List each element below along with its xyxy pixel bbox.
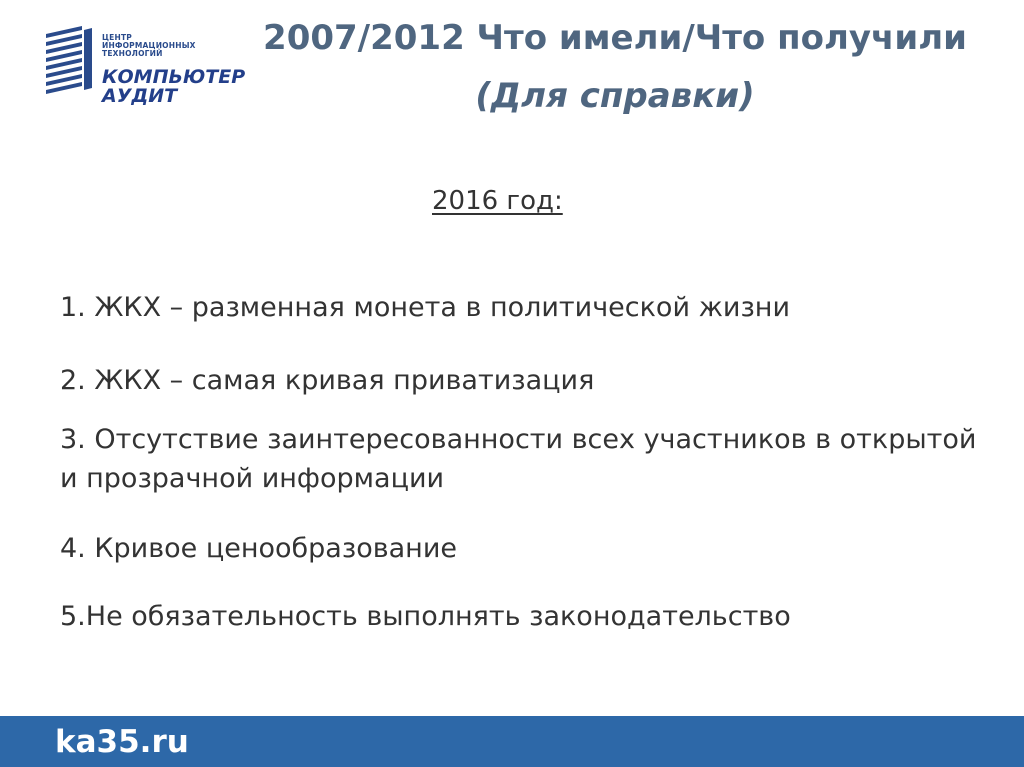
list-item: 5.Не обязательность выполнять законодательство (60, 601, 791, 632)
logo-brand-line: КОМПЬЮТЕР (102, 66, 246, 88)
slide-title-note: (Для справки) (475, 76, 755, 116)
list-item: 4. Кривое ценообразование (60, 533, 457, 564)
list-item: 3. Отсутствие заинтересованности всех участников в открытой и прозрачной информации (60, 424, 977, 494)
year-heading: 2016 год: (432, 186, 563, 216)
logo-text-line: ЦЕНТР (102, 33, 132, 42)
logo-text-line: ТЕХНОЛОГИЙ (102, 49, 163, 58)
footer-bar (0, 716, 1024, 767)
company-logo (42, 22, 257, 107)
site-watermark: ka35.ru (55, 724, 189, 760)
logo-brand-line: АУДИТ (102, 85, 178, 107)
slide-title: 2007/2012 Что имели/Что получили (263, 18, 967, 58)
list-item: 1. ЖКХ – разменная монета в политической жизни (60, 292, 791, 323)
building-logo-icon (42, 22, 100, 94)
list-item: 2. ЖКХ – самая кривая приватизация (60, 365, 595, 396)
logo-text-line: ИНФОРМАЦИОННЫХ (102, 41, 196, 50)
